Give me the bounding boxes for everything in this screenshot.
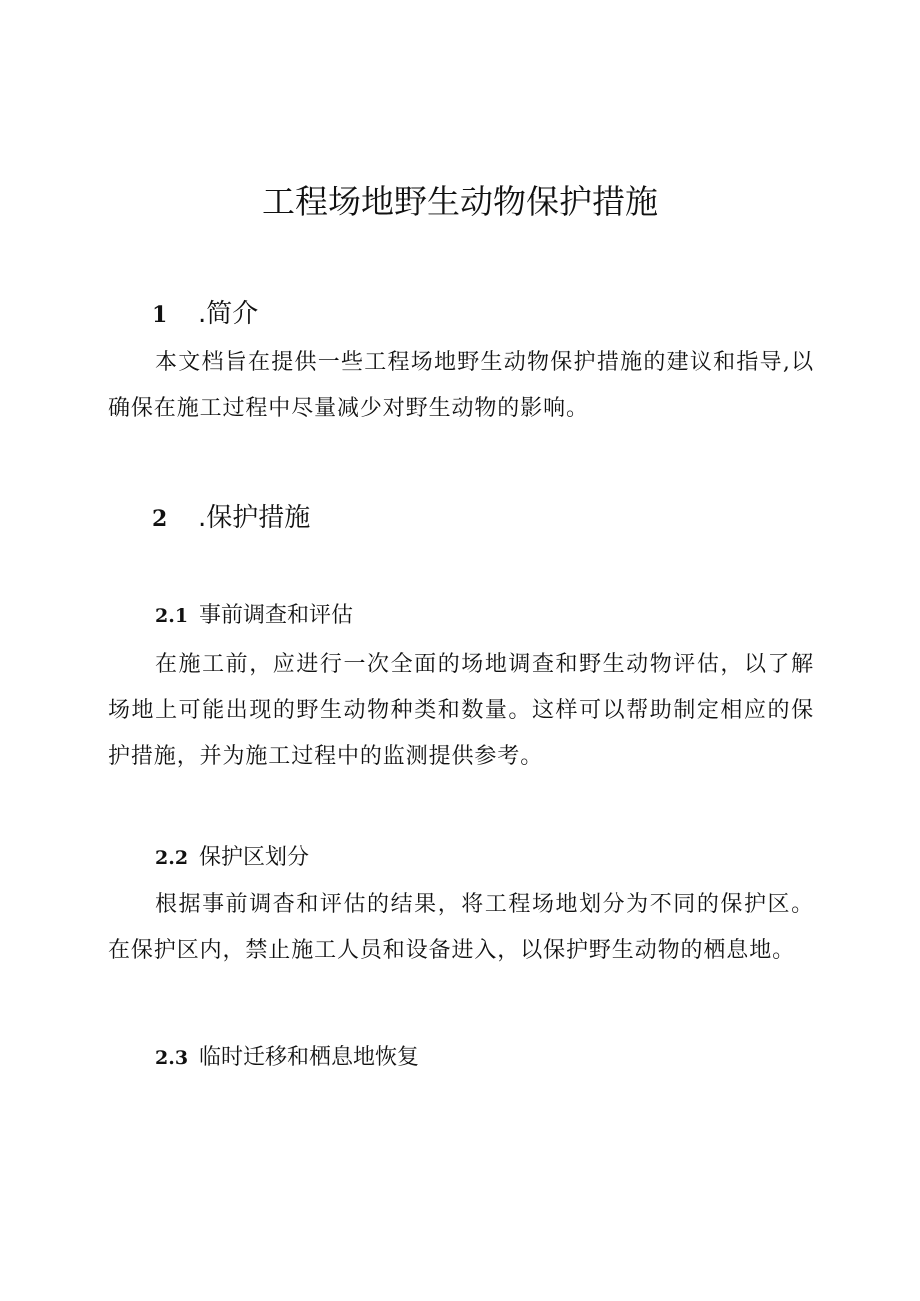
subsection-2-2-number: 2.2 <box>155 847 189 869</box>
section-1-heading <box>152 296 258 333</box>
section-1-number: 1 <box>152 302 168 328</box>
section-1-paragraph: 本文档旨在提供一些工程场地野生动物保护措施的建议和指导,以确保在施工过程中尽量减少对野生动物的影响。 <box>108 350 814 421</box>
subsection-2-3-number: 2.3 <box>155 1047 189 1069</box>
section-1-title: .简介 <box>198 299 259 329</box>
document-title: 工程场地野生动物保护措施 <box>262 182 658 221</box>
subsection-2-1-heading <box>155 600 353 632</box>
section-2-heading <box>152 500 310 537</box>
subsection-2-3-heading <box>155 1042 419 1074</box>
section-2-title: .保护措施 <box>198 503 311 533</box>
section-2-number: 2 <box>152 506 168 532</box>
subsection-2-1-number: 2.1 <box>155 605 189 627</box>
subsection-2-3-title: 临时迁移和栖息地恢复 <box>199 1045 420 1070</box>
subsection-2-1-title: 事前调查和评估 <box>199 603 354 628</box>
subsection-2-2-paragraph: 根据事前调杳和评估的结果，将工程场地划分为不同的保护区。在保护区内，禁止施工人员和设备进入，以保护野生动物的栖息地。 <box>108 892 814 963</box>
subsection-2-2-heading <box>155 842 309 874</box>
subsection-2-1-paragraph: 在施工前，应进行一次全面的场地调查和野生动物评估，以了解场地上可能出现的野生动物种类和数量。这样可以帮助制定相应的保护措施，并为施工过程中的监测提供参考。 <box>108 652 814 769</box>
subsection-2-2-title: 保护区划分 <box>199 845 310 870</box>
